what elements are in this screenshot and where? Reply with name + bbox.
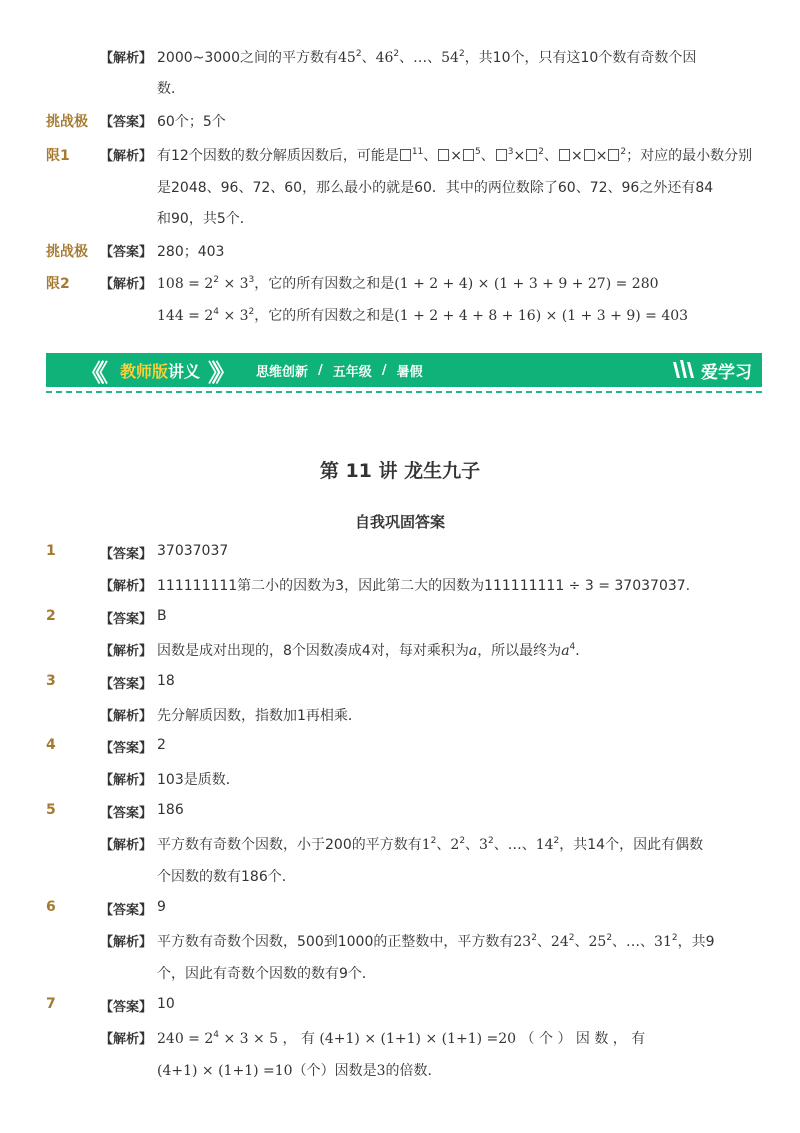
answer-text: 280；403 [157,244,225,260]
answer-text: 18 [157,673,175,689]
analysis-label: 【解析】 [100,1032,153,1047]
analysis-text: 平方数有奇数个因数，500到1000的正整数中，平方数有$23^2$、$24^2$、$25^2$、…、$31^2$，共9 [157,933,715,950]
answer-label: 【答案】 [100,741,153,756]
analysis-text: 平方数有奇数个因数，小于200的平方数有$1^2$、$2^2$、$3^2$、…、$14^2$，共14个，因此有偶数 [157,836,704,853]
banner-sub-2: 五年级 [332,364,372,380]
analysis-text: $240 = 2^4 \times 3 \times 5$ ， 有 (4+1) × (1+1) × (1+1) =20 （ 个 ） 因 数 ， 有 [157,1030,646,1047]
answer-label: 【答案】 [100,903,153,918]
item-number: 4 [46,737,56,753]
answer-text: 37037037 [157,543,229,559]
item-number: 7 [46,996,56,1012]
answer-text: 186 [157,802,184,818]
analysis-text: $108 = 2^2 \times 3^3$，它的所有因数之和是(1 + 2 + 4) × (1 + 3 + 9 + 27) = 280 [157,275,659,292]
analysis-text: 有12个因数的数分解质因数后，可能是 $^{11}$、 × $^5$、 $^3$× $^2$、 × × $^2$；对应的最小数分别 [157,147,753,164]
item-number: 3 [46,673,56,689]
answer-label: 【答案】 [100,806,153,821]
answer-label: 【答案】 [100,547,153,562]
answer-label: 【答案】 [100,245,153,260]
analysis-text: 因数是成对出现的，8个因数凑成4对，每对乘积为a，所以最终为$a^4$． [157,642,590,659]
analysis-label: 【解析】 [100,773,153,788]
answer-text: 60个；5个 [157,114,226,130]
item-number: 5 [46,802,56,818]
analysis-text: 103是质数． [157,772,240,788]
answer-label: 【答案】 [100,612,153,627]
answer-text: 9 [157,899,166,915]
logo-icon [671,358,699,382]
item-number: 1 [46,543,56,559]
analysis-label: 【解析】 [100,277,153,292]
analysis-label: 【解析】 [100,149,153,164]
analysis-label: 【解析】 [100,51,153,66]
answer-label: 【答案】 [100,1000,153,1015]
analysis-label: 【解析】 [100,579,153,594]
divider [46,391,762,393]
box-placeholder [400,149,411,161]
page-title: 第 11 讲 龙生九子 [319,460,481,482]
logo-text: 爱学习 [701,362,752,383]
answer-label: 【答案】 [100,677,153,692]
analysis-label: 【解析】 [100,644,153,659]
analysis-label: 【解析】 [100,935,153,950]
banner-sub-1: 思维创新 [256,364,309,380]
answer-text: B [157,608,167,624]
analysis-text: 先分解质因数，指数加1再相乘． [157,708,362,724]
analysis-text: 111111111第二小的因数为3，因此第二大的因数为111111111 ÷ 3 = 37037037. [157,578,691,594]
item-number: 6 [46,899,56,915]
answer-text: 10 [157,996,175,1012]
answer-text: 2 [157,737,166,753]
limit-label: 限2 [46,276,70,292]
logo [671,353,752,387]
analysis-text-cont: 和90，共5个． [157,211,254,227]
chevron-left-icon: 《《 [80,358,100,387]
item-number: 2 [46,608,56,624]
analysis-label: 【解析】 [100,709,153,724]
section-title: 自我巩固答案 [354,513,445,531]
analysis-text: 2000~3000之间的平方数有$45^2$、$46^2$、…、$54^2$，共10个，只有这10个数有奇数个因 [157,49,697,66]
analysis-text-cont: 数． [157,81,185,97]
answer-label: 【答案】 [100,115,153,130]
analysis-text-cont: (4+1) × (1+1) =10（个）因数是3的倍数． [157,1063,442,1079]
challenge-level: 挑战极 [46,244,88,260]
analysis-label: 【解析】 [100,838,153,853]
analysis-text-cont: 是2048、96、72、60，那么最小的就是60．其中的两位数除了60、72、96之外还有84 [157,180,714,196]
analysis-text-cont: 个因数的数有186个． [157,869,296,885]
analysis-text-cont: 个，因此有奇数个因数的数有9个． [157,966,376,982]
banner-sub-3: 暑假 [396,364,423,380]
limit-label: 限1 [46,148,70,164]
chevron-right-icon: 》》 [208,358,229,387]
banner-title: 教师版讲义 [120,361,201,381]
analysis-text: $144 = 2^4 \times 3^2$，它的所有因数之和是(1 + 2 + 4 + 8 + 16) × (1 + 3 + 9) = 403 [157,307,689,324]
challenge-level: 挑战极 [46,114,88,130]
header-banner: 《《 教师版讲义 》》 思维创新 / 五年级 / 暑假 爱学习 [46,353,762,387]
